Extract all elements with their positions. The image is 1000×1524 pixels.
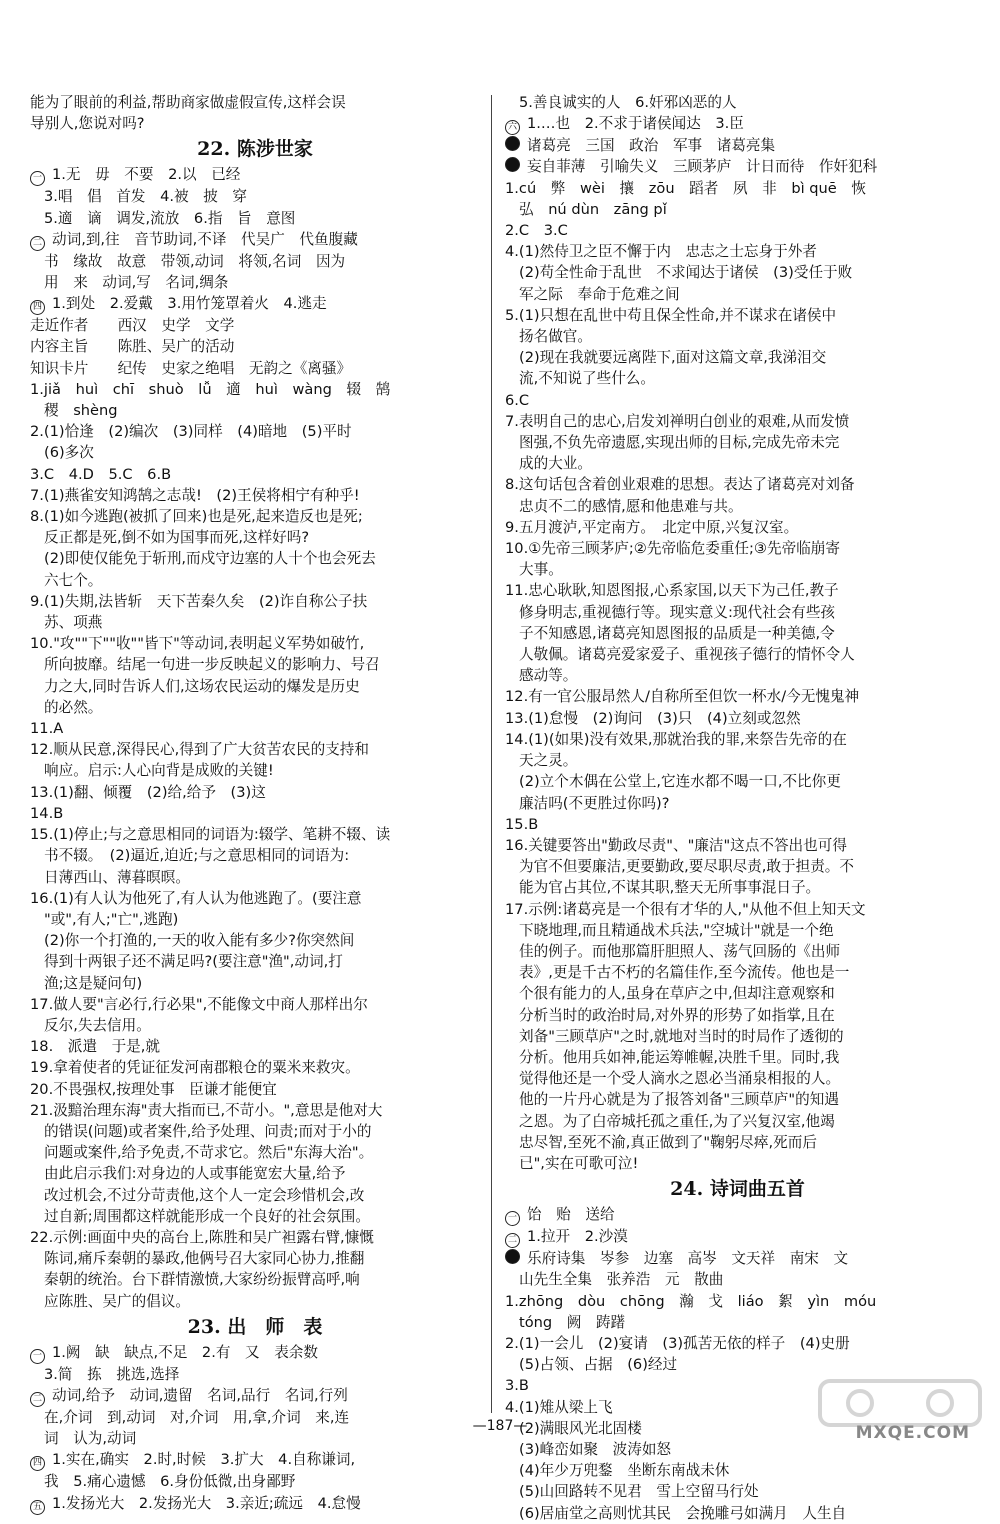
answer-line: 3.C 4.D 5.C 6.B [30,465,172,483]
answer-line: 我 5.痛心遗憾 6.身份低微,出身鄙野 [44,1473,296,1491]
answer-line: 2.(1)一会儿 (2)宴请 (3)孤苦无依的样子 (4)史册 [505,1334,850,1352]
section-marker-icon [505,1249,520,1264]
answer-line: 1.zhōng dòu chōng 瀚 戈 liáo 絮 yìn móu [505,1292,877,1310]
answer-line: 能为官占其位,不谋其职,整天无所事事混日子。 [519,879,821,897]
answer-line: 感动等。 [519,667,578,685]
section-marker-icon: 二 [505,1233,520,1248]
answer-line: 六七个。 [44,571,103,589]
answer-line: 能为了眼前的利益,帮助商家做虚假宣传,这样会误 [30,94,346,111]
answer-text: 饴 贻 送给 [527,1206,615,1224]
answer-line: 子不知感恩,诸葛亮知恩图报的品质是一种美德,令 [519,624,835,642]
answer-line: 下晓地理,而且精通战术兵法,"空城计"就是一个绝 [519,921,834,939]
answer-line: 22.示例:画面中央的高台上,陈胜和吴广袒露右臂,慷慨 [30,1228,374,1246]
answer-line [505,156,970,177]
answer-line: 10.①先帝三顾茅庐;②先帝临危委重任;③先帝临崩寄 [505,540,840,558]
answer-line: 渔;这是疑问句) [44,974,143,992]
answer-text: 1.拉开 2.沙漠 [527,1228,628,1246]
answer-line: 为官不但要廉洁,更要勤政,要尽职尽责,敢于担责。不 [519,858,854,876]
column-divider [491,95,492,1413]
section-marker-icon: 二 [30,236,45,251]
section-marker-icon: 一 [30,1349,45,1364]
answer-line: 书不辍。 (2)逼近,迫近;与之意思相同的词语为: [44,847,350,865]
answer-line: 7.(1)燕雀安知鸿鹄之志哉! (2)王侯将相宁有种乎! [30,486,360,504]
answer-text: 1.无 毋 不要 2.以 已经 [52,166,241,184]
answer-line: 11.A [30,720,64,738]
answer-line: 陈词,痛斥秦朝的暴政,他俩号召大家同心协力,推翻 [44,1250,365,1268]
answer-line: 忠尽智,至死不渝,真正做到了"鞠躬尽瘁,死而后 [519,1133,817,1151]
answer-line: (2)立个木偶在公堂上,它连水都不喝一口,不比你更 [519,773,841,791]
answer-text: 1.到处 2.爱戴 3.用竹笼罩着火 4.逃走 [52,295,327,313]
answer-line: 17.做人要"言必行,行必果",不能像文中商人那样出尔 [30,995,368,1013]
answer-line: 个很有能力的人,虽身在草庐之中,但却注意观察和 [519,985,835,1003]
answer-line: 问题或案件,给予免责,不苛求它。然后"东海大治"。 [44,1144,374,1162]
answer-text: 动词,给予 动词,遗留 名词,品行 名词,行列 [52,1386,348,1404]
answer-line: 大事。 [519,561,563,579]
answer-line: 2.C 3.C [505,222,568,240]
answer-line [505,1248,970,1269]
answer-line: 分析。他用兵如神,能运筹帷幄,决胜千里。同时,我 [519,1048,840,1066]
section-marker-icon: 四 [30,300,45,315]
answer-line [30,1449,480,1471]
answer-line: 天之灵。 [519,752,578,770]
answer-line: 反正都是死,倒不如为国事而死,这样好吗? [44,529,310,547]
section-marker-icon [505,136,520,151]
answer-line [30,164,480,186]
answer-line: 修身明志,重视德行等。现实意义:现代社会有些孩 [519,603,836,621]
answer-line: 山先生全集 张养浩 元 散曲 [519,1271,724,1289]
answer-line: 稷 shèng [44,402,118,420]
answer-line [505,135,970,156]
answer-line: 人敬佩。诸葛亮爱家爱子、重视孩子德行的情怀令人 [519,646,855,664]
answer-text: 1.…也 2.不求于诸侯闻达 3.臣 [527,115,744,133]
left-column [30,92,480,1515]
answer-line: 廉洁吗(不更胜过你吗)? [519,794,670,812]
answer-line: 12.有一官公服昂然人/自称所至但饮一杯水/今无愧鬼神 [505,688,860,706]
answer-line: 13.(1)翻、倾覆 (2)给,给予 (3)这 [30,783,266,801]
answer-line: 的必然。 [44,698,103,716]
answer-line [505,1204,970,1226]
answer-line: (5)占领、占据 (6)经过 [519,1356,678,1374]
answer-line: 他的一片丹心就是为了报答刘备"三顾草庐"的知遇 [519,1091,839,1109]
answer-line: 力之大,同时告诉人们,这场农民运动的爆发是历史 [44,677,360,695]
answer-line: 2.(1)恰逢 (2)编次 (3)同样 (4)暗地 (5)平时 [30,423,352,441]
answer-line: (2)即使仅能免于斩刑,而戍守边塞的人十个也会死去 [44,550,376,568]
answer-text: 1.发扬光大 2.发扬光大 3.亲近;疏远 4.怠慢 [52,1494,361,1512]
answer-text: 动词,到,往 音节助词,不译 代吴广 代鱼腹藏 [52,230,358,248]
answer-line: 内容主旨 陈胜、吴广的活动 [30,338,235,356]
answer-line: 弘 nú dùn zāng pǐ [519,200,667,218]
answer-line: 走近作者 西汉 史学 文学 [30,317,235,335]
answer-line: 15.(1)停止;与之意思相同的词语为:辍学、笔耕不辍、读 [30,826,391,844]
answer-line: "或",有人;"亡",逃跑) [44,910,179,928]
answer-line: 所向披靡。结尾一句进一步反映起义的影响力、号召 [44,656,380,674]
answer-line: (6)多次 [44,444,94,462]
answer-text: 诸葛亮 三国 政治 军事 诸葛亮集 [527,137,776,155]
section-marker-icon: 一 [30,171,45,186]
answer-line: 的错误(问题)或者案件,给予处理、问责;而对于小的 [44,1122,372,1140]
answer-line: 21.汲黯治理东海"责大指而已,不苛小。",意思是他对大 [30,1101,383,1119]
answer-line: 20.不畏强权,按理处事 臣谦才能便宜 [30,1080,277,1098]
answer-line: 9.五月渡泸,平定南方。 北定中原,兴复汉室。 [505,518,799,536]
answer-line: 觉得他还是一个受人滴水之恩必当涌泉相报的人。 [519,1070,841,1088]
answer-line: 10."攻""下""收""皆下"等动词,表明起义军势如破竹, [30,635,365,653]
answer-line: 忠贞不二的感情,愿和他患难与共。 [519,497,743,515]
section-heading: 24. 诗词曲五首 [670,1178,805,1201]
answer-line: 在,介词 到,动词 对,介词 用,拿,介词 来,连 [44,1408,350,1426]
answer-line: 应陈胜、吴广的倡议。 [44,1292,190,1310]
answer-line: 13.(1)怠慢 (2)询问 (3)只 (4)立刻或忽然 [505,709,801,727]
answer-line: 军之际 奉命于危难之间 [519,285,680,303]
section-marker-icon: 一 [505,1211,520,1226]
answer-line: 8.(1)如今逃跑(被抓了回来)也是死,起来造反也是死; [30,508,363,526]
answer-line: 之恩。为了白帝城托孤之重任,为了兴复汉室,他竭 [519,1112,835,1130]
answer-line [30,293,480,315]
answer-line: 流,不知说了些什么。 [519,370,655,388]
answer-line: 书 缘故 故意 带领,动词 将领,名词 因为 [44,252,346,270]
section-marker-icon: 六 [505,120,520,135]
answer-line: 19.拿着使者的凭证征发河南郡粮仓的粟米来救灾。 [30,1059,360,1077]
answer-line: 分析当时的政治时局,对外界的形势了如指掌,且在 [519,1006,835,1024]
answer-line: 8.这句话包含着创业艰难的思想。表达了诸葛亮对刘备 [505,476,855,494]
answer-line: 改过机会,不过分苛责他,这个人一定会珍惜机会,改 [44,1186,365,1204]
answer-line: (2)你一个打渔的,一天的收入能有多少?你突然间 [44,932,355,950]
answer-line: 5.適 谪 调发,流放 6.指 旨 意图 [44,209,296,227]
answer-line: 3.简 拣 挑选,选择 [44,1365,180,1383]
answer-line: 成的大业。 [519,455,592,473]
answer-line: 14.(1)(如果)没有效果,那就治我的罪,来祭告先帝的在 [505,730,847,748]
answer-line: 秦朝的统治。台下群情激愤,大家纷纷振臂高呼,响 [44,1271,360,1289]
answer-line: 7.表明自己的忠心,启发刘禅明白创业的艰难,从而发愤 [505,412,850,430]
answer-line: (2)苟全性命于乱世 不求闻达于诸侯 (3)受任于败 [519,264,853,282]
section-marker-icon: 二 [30,1392,45,1407]
right-column [505,92,970,1524]
answer-line: tóng 阙 踌躇 [519,1313,626,1331]
answer-line: (2)满眼风光北固楼 [519,1419,642,1437]
answer-line: 9.(1)失期,法皆斩 天下苦秦久矣 (2)诈自称公子扶 [30,592,368,610]
section-marker-icon: 四 [30,1456,45,1471]
answer-line: 3.唱 倡 首发 4.被 披 穿 [44,188,247,206]
answer-line: 日薄西山、薄暮暝暝。 [44,868,190,886]
answer-line [30,1493,480,1515]
answer-line: 1.cú 弊 wèi 攘 zōu 蹈者 夙 非 bì quē 恢 [505,179,866,197]
answer-line: 6.C [505,391,530,409]
answer-line: 15.B [505,815,539,833]
answer-text: 妄自菲薄 引喻失义 三顾茅庐 计日而待 作奸犯科 [527,158,878,176]
answer-line: 17.示例:诸葛亮是一个很有才华的人,"从他不但上知天文 [505,900,866,918]
answer-line: (4)年少万兜鍪 坐断东南战未休 [519,1462,730,1480]
section-marker-icon [505,157,520,172]
answer-line [30,1385,480,1407]
answer-line: (3)峰峦如聚 波涛如怒 [519,1440,672,1458]
section-heading: 22. 陈涉世家 [197,138,313,161]
answer-line: 响应。启示:人心向背是成败的关键! [44,762,274,780]
answer-line: 16.关键要答出"勤政尽责"、"廉洁"这点不答出也可得 [505,836,847,854]
answer-line: 知识卡片 纪传 史家之绝唱 无韵之《离骚》 [30,359,352,377]
answer-line: 苏、项燕 [44,614,103,632]
answer-line: 11.忠心耿耿,知恩图报,心系家国,以天下为己任,教子 [505,582,839,600]
answer-line: 佳的例子。而他那篇肝胆照人、荡气回肠的《出师 [519,942,841,960]
answer-line: 4.(1)雉从梁上飞 [505,1398,613,1416]
answer-line: 16.(1)有人认为他死了,有人认为他逃跑了。(要注意 [30,889,362,907]
answer-line: (2)现在我就要远离陛下,面对这篇文章,我涕泪交 [519,349,827,367]
answer-line: 得到十两银子还不满足吗?(要注意"渔",动词,打 [44,953,343,971]
answer-line: 1.jiǎ huì chī shuò lǚ 適 huì wàng 辍 鹄 [30,380,391,398]
answer-line: (6)居庙堂之高则忧其民 会挽雕弓如满月 人生自 [519,1504,847,1522]
section-heading: 23. 出 师 表 [187,1315,323,1338]
answer-line: 12.顺从民意,深得民心,得到了广大贫苦农民的支持和 [30,741,369,759]
answer-line: 14.B [30,804,64,822]
answer-line [30,1342,480,1364]
answer-line: 3.B [505,1377,529,1395]
answer-line: 5.(1)只想在乱世中苟且保全性命,并不谋求在诸侯中 [505,306,837,324]
answer-line: 过自新;周围都这样就能形成一个良好的社会氛围。 [44,1207,370,1225]
answer-text: 1.阙 缺 缺点,不足 2.有 又 表余数 [52,1343,318,1361]
answer-line: 用 来 动词,写 名词,绸条 [44,274,229,292]
page-number: —187— [472,1418,528,1434]
answer-line: 由此启示我们:对身边的人或事能宽宏大量,给予 [44,1165,346,1183]
answer-line: 反尔,失去信用。 [44,1016,151,1034]
section-marker-icon: 五 [30,1500,45,1515]
watermark-text: MXQE.COM [855,1423,970,1443]
answer-line: 已",实在可歌可泣! [519,1154,639,1172]
answer-text: 1.实在,确实 2.时,时候 3.扩大 4.自称谦词, [52,1451,356,1469]
answer-line: 刘备"三顾草庐"之时,就地对当时的时局作了透彻的 [519,1027,844,1045]
answer-line: 导别人,您说对吗? [30,115,145,133]
answer-line [505,113,970,135]
answer-line [505,1226,970,1248]
answer-line: 4.(1)然侍卫之臣不懈于内 忠志之士忘身于外者 [505,243,817,261]
answer-line: 5.善良诚实的人 6.奸邪凶恶的人 [519,94,737,111]
answer-line: 图强,不负先帝遗愿,实现出师的目标,完成先帝未完 [519,434,840,452]
answer-line: 表》,更是千古不朽的名篇佳作,至今流传。他也是一 [519,964,850,982]
answer-line: 扬名做官。 [519,328,592,346]
answer-line: (5)山回路转不见君 雪上空留马行处 [519,1483,759,1501]
answer-line [30,229,480,251]
answer-line: 18. 派遣 于是,就 [30,1038,161,1056]
answer-text: 乐府诗集 岑参 边塞 高岑 文天祥 南宋 文 [527,1250,849,1268]
answer-line: 词 认为,动词 [44,1430,137,1448]
